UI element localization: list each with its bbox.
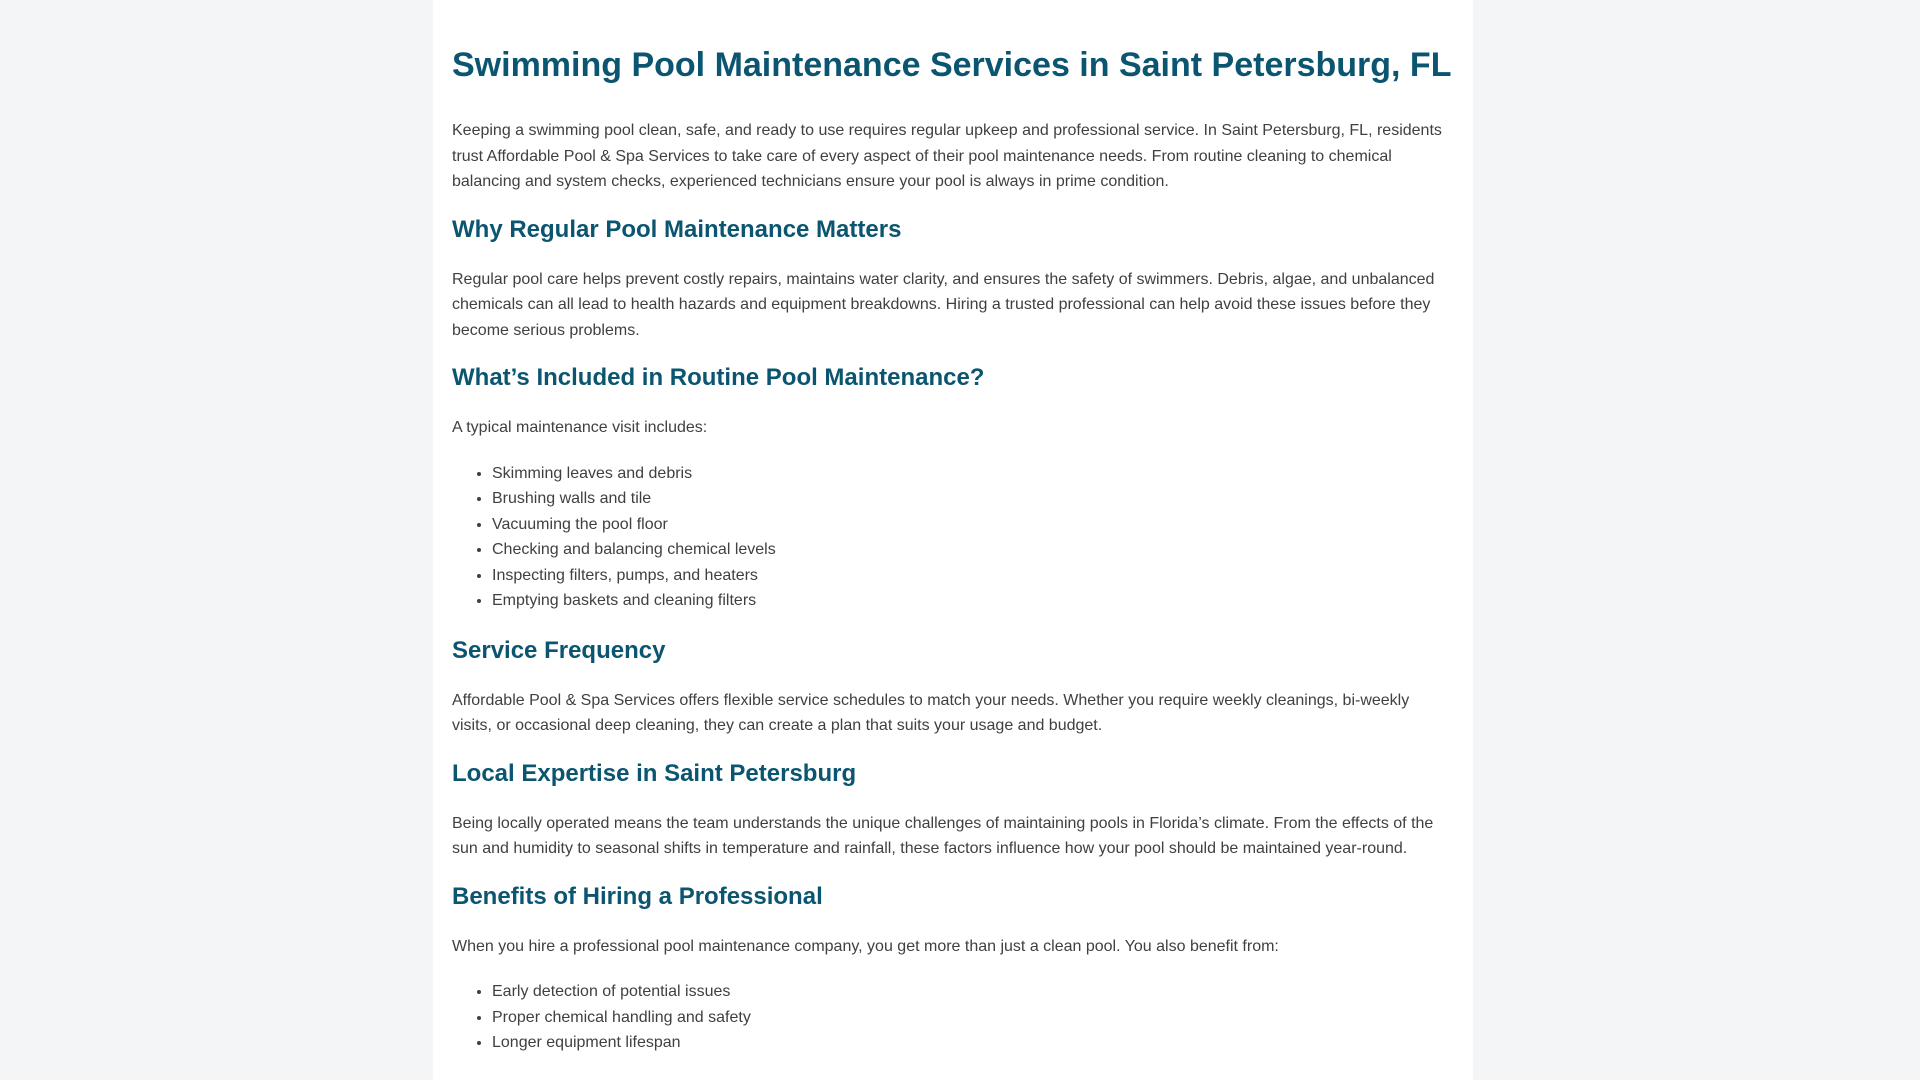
section-heading-benefits: Benefits of Hiring a Professional <box>452 882 823 910</box>
list-item: • Inspecting filters, pumps, and heaters <box>492 563 1453 589</box>
list-item: • Checking and balancing chemical levels <box>492 537 1453 563</box>
section-paragraph-included: A typical maintenance visit includes: <box>452 419 708 436</box>
list-item: • Vacuuming the pool floor <box>492 512 1453 538</box>
section-paragraph-frequency: Affordable Pool & Spa Services offers flexible service schedules to match your needs. Whether you require weekly cleanings, bi-weekly visits, or occasional deep cleaning, they can create a plan that suits your usage and budget. <box>452 691 1410 734</box>
list-item: • Early detection of potential issues <box>492 979 1453 1005</box>
section-heading-why-maintenance: Why Regular Pool Maintenance Matters <box>452 215 902 243</box>
section-paragraph-benefits: When you hire a professional pool maintenance company, you get more than just a clean pool. You also benefit from: <box>452 937 1279 955</box>
page-title: Swimming Pool Maintenance Services in Saint Petersburg, FL <box>452 46 1452 84</box>
section-heading-included: What’s Included in Routine Pool Maintenance? <box>452 364 985 391</box>
list-item: • Longer equipment lifespan <box>492 1030 1453 1056</box>
vertical-scrollbar[interactable] <box>1904 0 1920 1080</box>
benefits-list <box>452 979 1453 1056</box>
maintenance-tasks-list <box>452 461 1453 614</box>
section-paragraph-why-maintenance: Regular pool care helps prevent costly repairs, maintains water clarity, and ensures the safety of swimmers. Debris, algae, and unbalanced chemicals can all lead to health hazards and equipment breakdowns. Hiring a trusted professional can help avoid these issues before they become serious problems. <box>452 270 1435 339</box>
section-heading-local-expertise: Local Expertise in Saint Petersburg <box>452 759 857 787</box>
intro-paragraph: Keeping a swimming pool clean, safe, and ready to use requires regular upkeep and professional service. In Saint Petersburg, FL, residents trust Affordable Pool & Spa Services to take care of every aspect of their pool maintenance needs. From routine cleaning to chemical balancing and system checks, experienced technicians ensure your pool is always in prime condition. <box>452 122 1442 190</box>
scrollbar-thumb[interactable] <box>1906 0 1918 570</box>
list-item: • Skimming leaves and debris <box>492 461 1453 487</box>
article <box>433 0 1473 1080</box>
list-item: • Proper chemical handling and safety <box>492 1005 1453 1031</box>
list-item: • Emptying baskets and cleaning filters <box>492 588 1453 614</box>
section-heading-frequency: Service Frequency <box>452 636 666 664</box>
section-paragraph-local-expertise: Being locally operated means the team understands the unique challenges of maintaining pools in Florida’s climate. From the effects of the sun and humidity to seasonal shifts in temperature and rainfall, these factors influence how your pool should be maintained year-round. <box>452 814 1434 857</box>
list-item: • Brushing walls and tile <box>492 486 1453 512</box>
